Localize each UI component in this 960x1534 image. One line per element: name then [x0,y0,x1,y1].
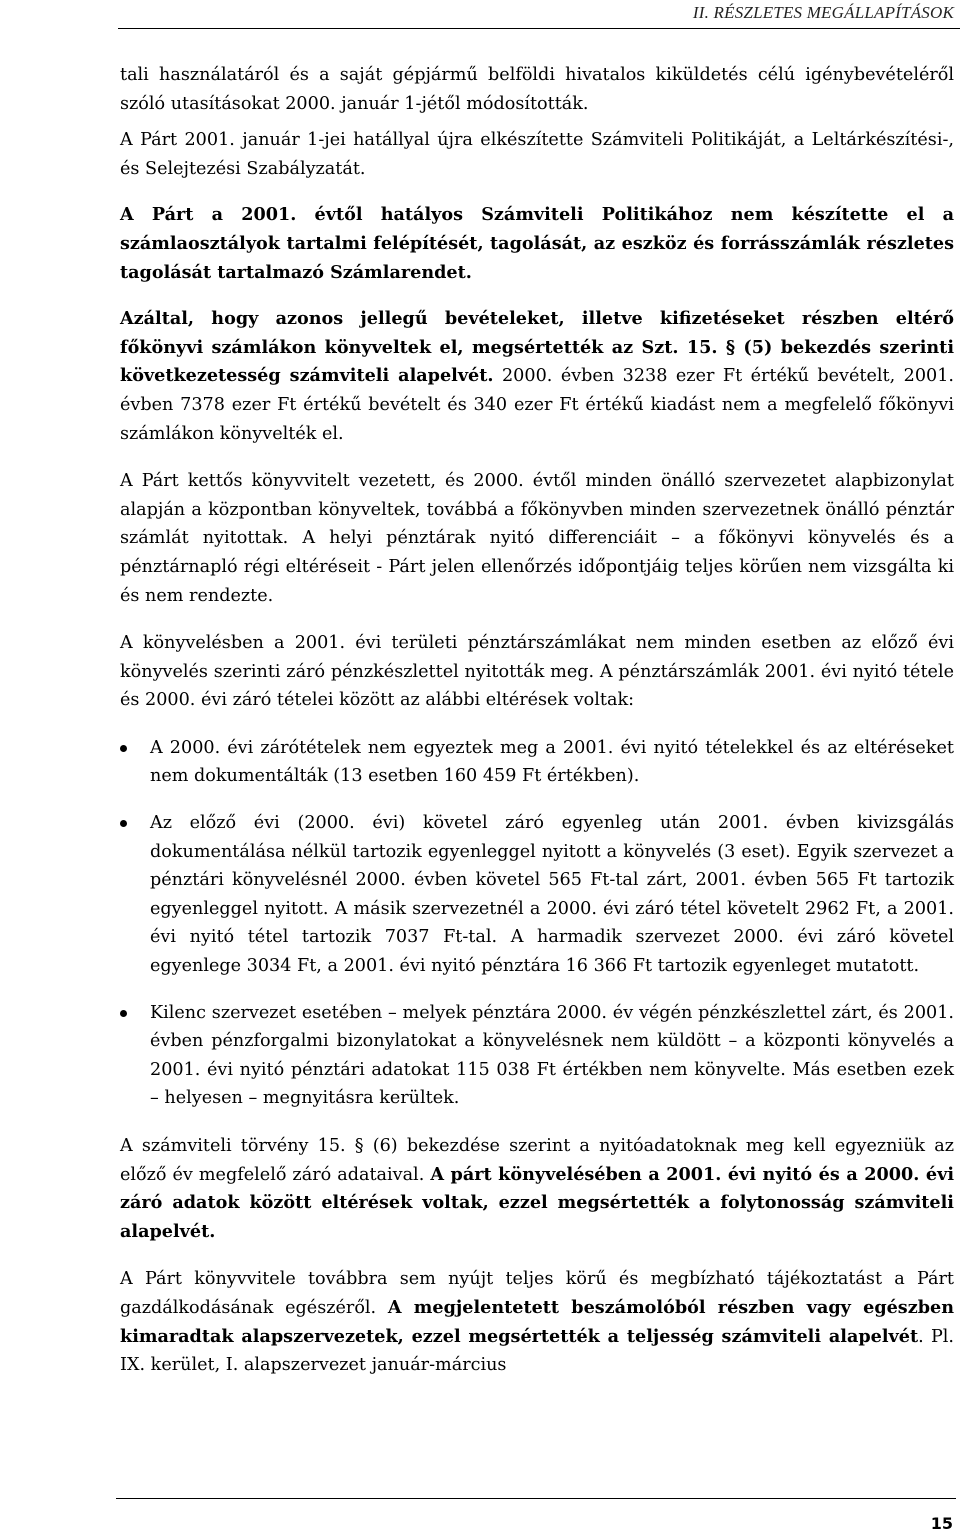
section-title: II. RÉSZLETES MEGÁLLAPÍTÁSOK [692,3,954,22]
bullet-icon [120,1010,127,1017]
paragraph-1: tali használatáról és a saját gépjármű belföldi hivatalos kiküldetés célú igénybevételéről szóló utasításokat 2000. január 1-jétől módosították. [120,65,954,114]
list-item [120,999,954,1113]
page-number: 15 [930,1514,953,1533]
list-item [120,809,954,981]
paragraph-8-tail: . Pl. IX. kerület, I. alapszervezet január-március [120,1326,955,1376]
paragraph-2: A Párt 2001. január 1-jei hatállyal újra elkészítette Számviteli Politikáját, a Leltárkészítési-, és Selejtezési Szabályzatát. [120,130,954,179]
document-body [120,61,954,1380]
paragraph-7 [120,1132,954,1246]
paragraph-4 [120,305,954,448]
list-item-text: Kilenc szervezet esetében – melyek pénztára 2000. év végén pénzkészlettel zárt, és 2001. évben pénzforgalmi bizonylatokat a könyvelésnek nem küldött – a központi könyvelés a 2001. évi nyitó pénztári adatokat 115 038 Ft értékben nem könyvelte. Más esetben ezek – helyesen – megnyitásra kerültek. [150,1002,954,1109]
paragraph-3: A Párt a 2001. évtől hatályos Számviteli Politikához nem készítette el a számlaosztályok tartalmi felépítését, tagolását, az eszköz és forrásszámlák részletes tagolását tartalmazó Számlarendet. [120,204,954,283]
footer-divider [116,1498,956,1499]
list-item-text: A 2000. évi zárótételek nem egyeztek meg a 2001. évi nyitó tételekkel és az eltéréseket nem dokumentálták (13 esetben 160 459 Ft értékben). [150,737,954,787]
bullet-icon [120,745,127,752]
paragraph-7-finding: A párt könyvelésében a 2001. évi nyitó és a 2000. évi záró adatok között eltérések voltak, ezzel megsértették a folytonosság számviteli alapelvét. [120,1163,955,1242]
header-divider [118,28,960,29]
paragraph-4-detail: 2000. évben 3238 ezer Ft értékű bevételt, 2001. évben 7378 ezer Ft értékű bevételt és 340 ezer Ft értékű kiadást nem a megfelelő főkönyvi számlákon könyvelték el. [120,366,954,444]
list-item-text: Az előző évi (2000. évi) követel záró egyenleg után 2001. évben kivizsgálás dokumentálása nélkül tartozik egyenleggel nyitott a könyvelés (3 eset). Egyik szervezet a pénztári könyvelésnél 2000. évben követel 565 Ft-tal zárt, 2001. évben 565 Ft tartozik egyenleggel nyitott. A másik szervezetnél a 2000. évi záró tétel követelt 2962 Ft, a 2001. évi nyitó tétel tartozik 7037 Ft-tal. A harmadik szervezet 2000. évi záró követel egyenlege 3034 Ft, a 2001. évi nyitó pénztára 16 366 Ft tartozik egyenleget mutatott. [150,813,954,977]
paragraph-5: A Párt kettős könyvvitelt vezetett, és 2000. évtől minden önálló szervezetet alapbizonylat alapján a központban könyveltek, továbbá a főkönyvben minden szervezetnek önálló pénztár számlát nyitottak. A helyi pénztárak nyitó differenciáit – a főkönyvi könyvelés és a pénztárnapló régi eltéréseit - Párt jelen ellenőrzés időpontjáig teljes körűen nem vizsgálta ki és nem rendezte. [120,471,954,606]
paragraph-7-text: A számviteli törvény 15. § (6) bekezdése szerint a nyitóadatoknak meg kell egyezniük az előző év megfelelő záró adataival. [120,1136,954,1185]
list-item [120,734,954,791]
paragraph-8 [120,1265,954,1379]
bullet-icon [120,820,127,827]
discrepancy-list [120,734,954,1113]
page-header [0,0,960,28]
paragraph-8-finding: A megjelentetett beszámolóból részben vagy egészben kimaradtak alapszervezetek, ezzel megsértették a teljesség számviteli alapelvét [120,1296,954,1347]
paragraph-6: A könyvelésben a 2001. évi területi pénztárszámlákat nem minden esetben az előző évi könyvelés szerinti záró pénzkészlettel nyitották meg. A pénztárszámlák 2001. évi nyitó tétele és 2000. évi záró tételei között az alábbi eltérések voltak: [120,633,954,711]
paragraph-8-text: A Párt könyvvitele továbbra sem nyújt teljes körű és megbízható tájékoztatást a Párt gazdálkodásának egészéről. [120,1269,954,1318]
paragraph-4-finding: Azáltal, hogy azonos jellegű bevételeket, illetve kifizetéseket részben eltérő főkönyvi számlákon könyveltek el, megsértették az Szt. 15. § (5) bekezdés szerinti következetesség számviteli alapelvét. [120,308,954,387]
